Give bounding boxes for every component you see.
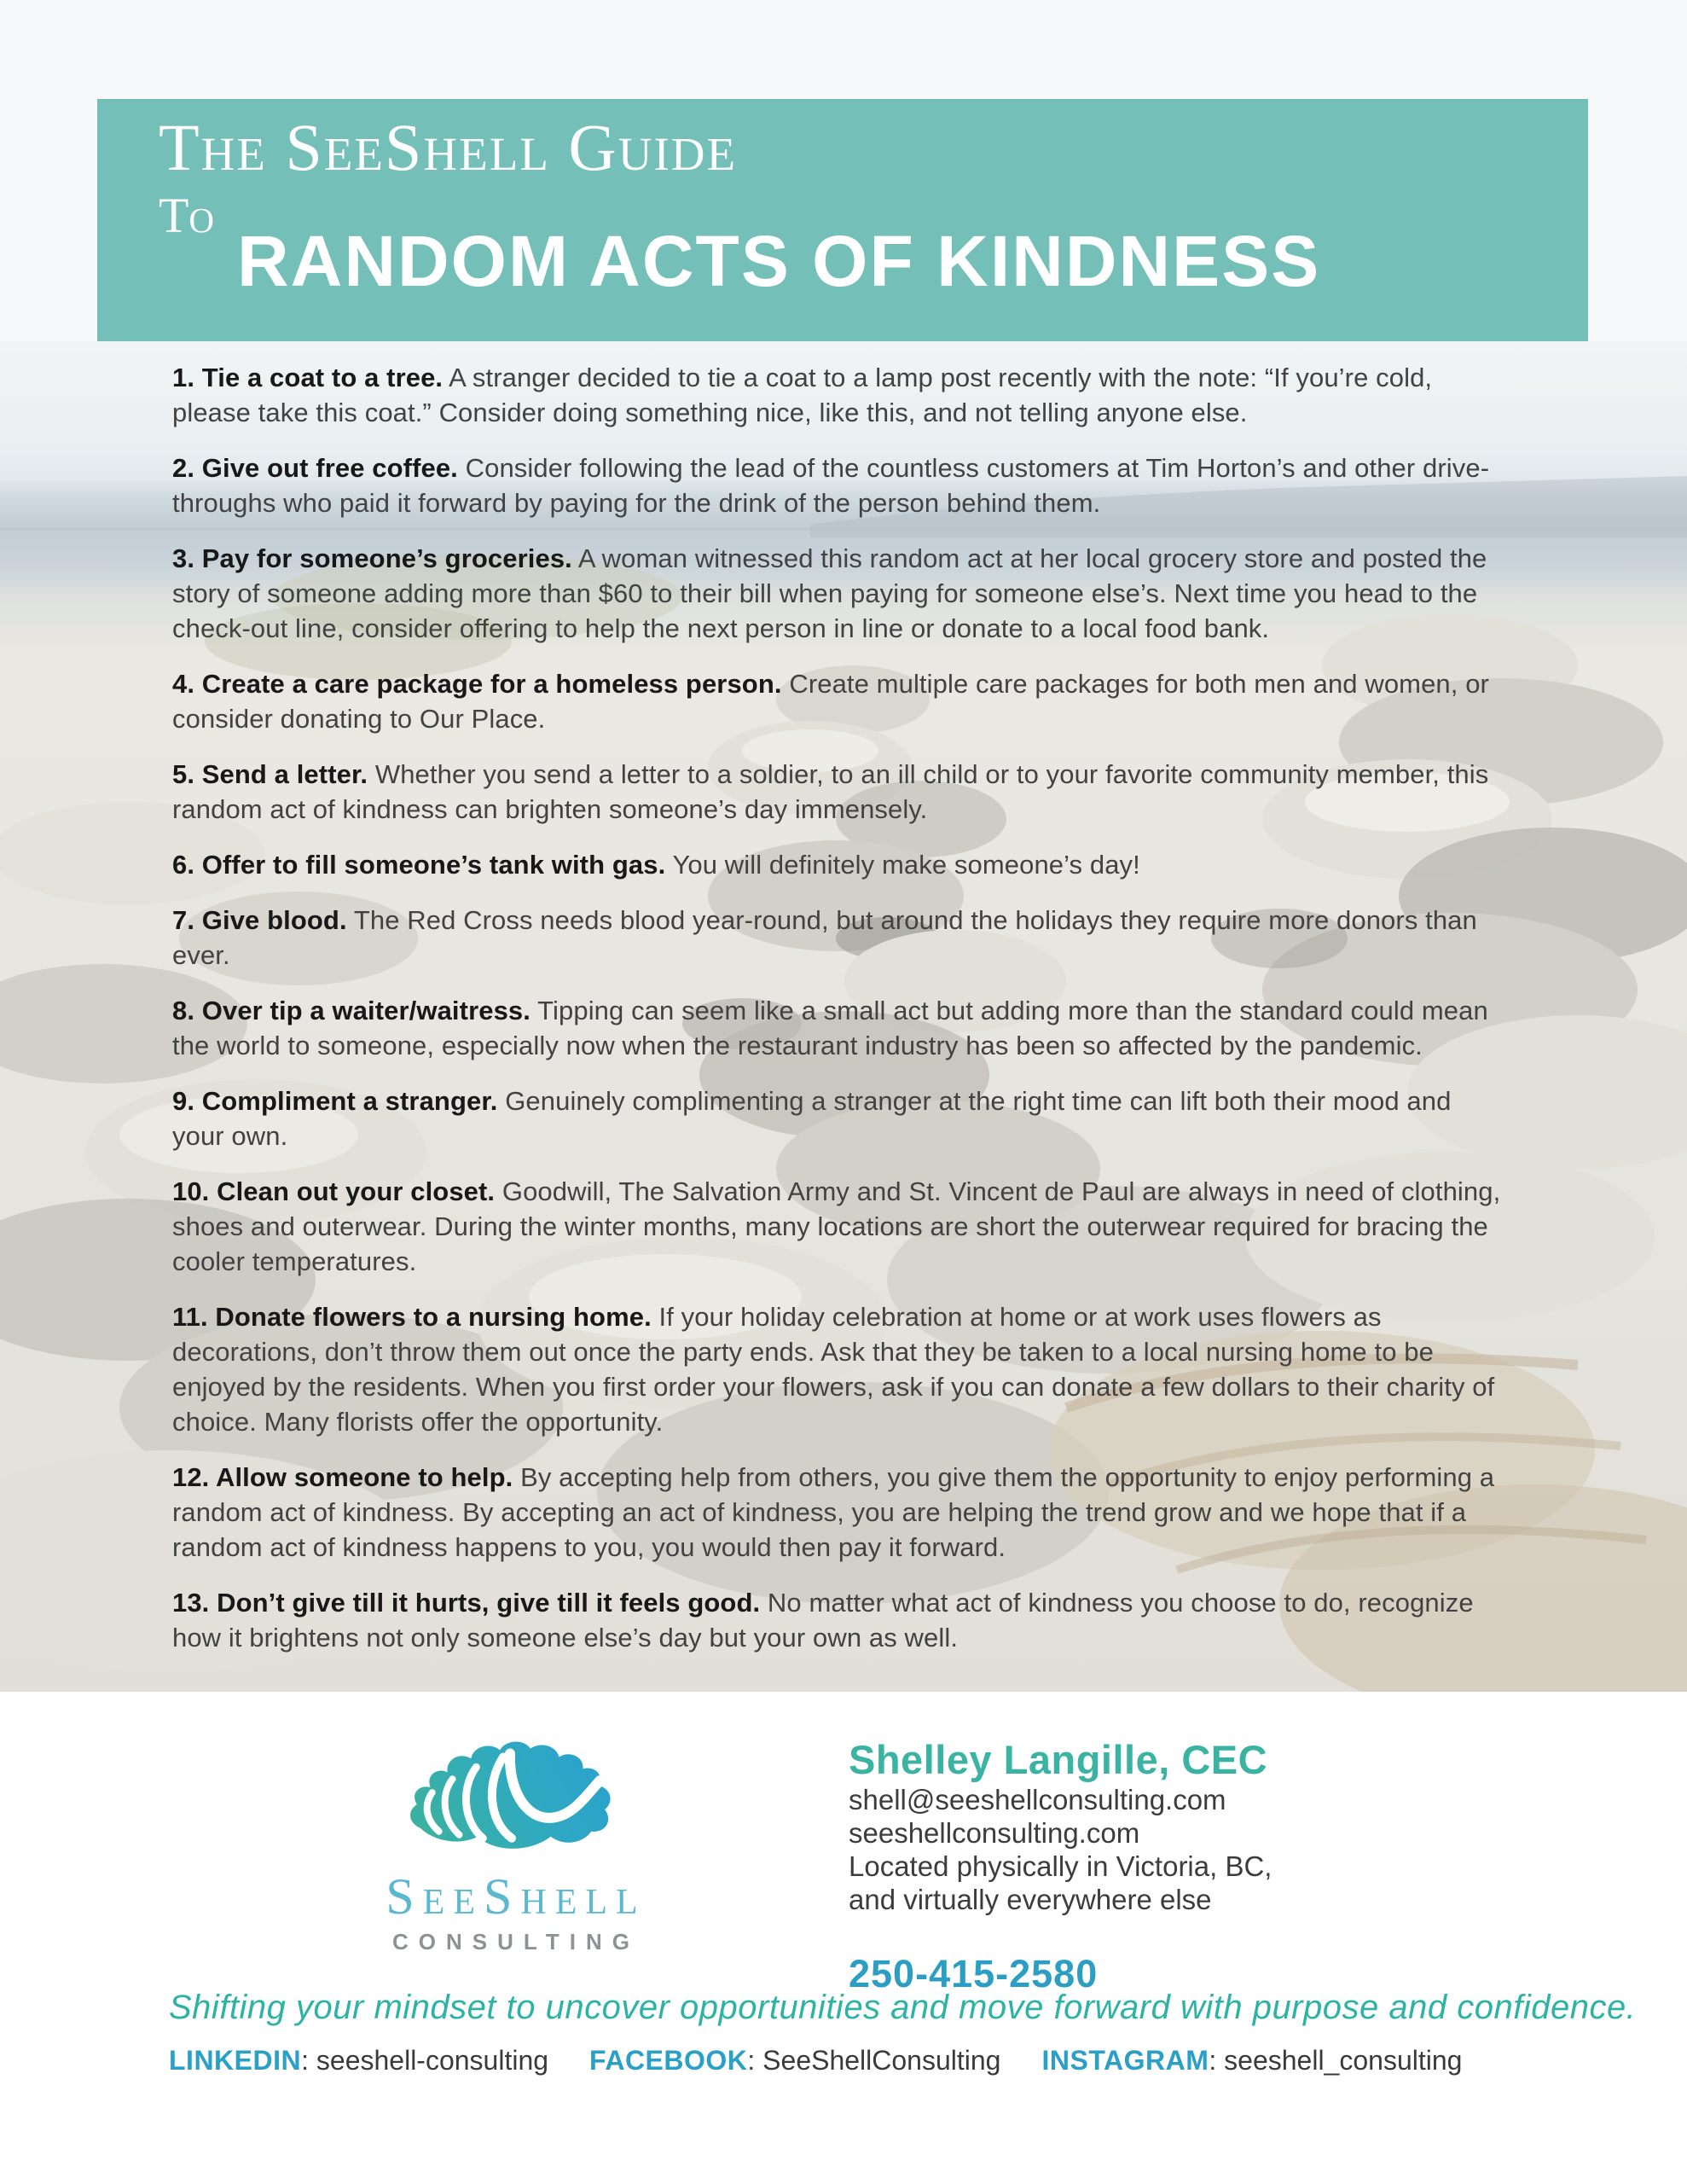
item-text: If your holiday celebration at home or at work uses flowers as decorations, don’t throw them out once the party ends. Ask that they be taken to a local nursing home to be enjoyed by the residents. When you first order your flowers, ask if you can donate a few dollars to their charity of choice. Many florists offer the opportunity. bbox=[172, 1302, 1495, 1437]
kindness-item bbox=[172, 757, 1503, 827]
contact-email[interactable]: shell@seeshellconsulting.com bbox=[849, 1784, 1226, 1815]
contact-phone[interactable]: 250-415-2580 bbox=[849, 1952, 1099, 1995]
item-text: Tipping can seem like a small act but adding more than the standard could mean the world to someone, especially now when the restaurant industry has been so affected by the pandemic. bbox=[172, 996, 1488, 1060]
kindness-item bbox=[172, 1299, 1503, 1439]
item-lead: 5. Send a letter. bbox=[172, 759, 368, 789]
item-lead: 3. Pay for someone’s groceries. bbox=[172, 543, 572, 573]
item-text: Create multiple care packages for both men and women, or consider donating to Our Place. bbox=[172, 669, 1489, 734]
kindness-item bbox=[172, 847, 1503, 882]
social-separator: : bbox=[301, 2045, 309, 2076]
social-item[interactable] bbox=[1041, 2045, 1462, 2077]
item-lead: 11. Donate flowers to a nursing home. bbox=[172, 1302, 652, 1332]
item-lead: 2. Give out free coffee. bbox=[172, 453, 458, 483]
shell-icon bbox=[402, 1741, 630, 1869]
item-lead: 9. Compliment a stranger. bbox=[172, 1086, 498, 1116]
contact-name: Shelley Langille, CEC bbox=[849, 1737, 1268, 1782]
kindness-item bbox=[172, 1585, 1503, 1655]
social-handle: SeeShellConsulting bbox=[762, 2045, 1001, 2076]
social-item[interactable] bbox=[589, 2045, 1000, 2077]
contact-location-line1: Located physically in Victoria, BC, bbox=[849, 1850, 1272, 1882]
tagline: Shifting your mindset to uncover opportunities and move forward with purpose and confidence. bbox=[169, 1989, 1637, 2026]
social-separator: : bbox=[747, 2045, 756, 2076]
social-handle: seeshell-consulting bbox=[316, 2045, 549, 2076]
guide-title-line2: To bbox=[159, 188, 215, 243]
social-label: INSTAGRAM bbox=[1041, 2045, 1209, 2076]
logo bbox=[375, 1741, 657, 1955]
contact-website[interactable]: seeshellconsulting.com bbox=[849, 1817, 1140, 1849]
item-text: Goodwill, The Salvation Army and St. Vincent de Paul are always in need of clothing, shoes and outerwear. During the winter months, many locations are short the outerwear required for bracing the cooler temperatures. bbox=[172, 1176, 1501, 1276]
kindness-list bbox=[172, 360, 1503, 1676]
item-text: The Red Cross needs blood year-round, but around the holidays they require more donors than ever. bbox=[172, 905, 1477, 970]
kindness-item bbox=[172, 1460, 1503, 1565]
kindness-item bbox=[172, 450, 1503, 520]
contact-block bbox=[849, 1736, 1272, 1996]
social-separator: : bbox=[1209, 2045, 1217, 2076]
social-links bbox=[169, 2045, 1462, 2077]
header-banner bbox=[97, 99, 1588, 341]
item-text: Consider following the lead of the countless customers at Tim Horton’s and other drive-throughs who paid it forward by paying for the drink of the person behind them. bbox=[172, 453, 1490, 518]
main-title: RANDOM ACTS OF KINDNESS bbox=[237, 221, 1321, 301]
item-lead: 7. Give blood. bbox=[172, 905, 347, 935]
kindness-item bbox=[172, 666, 1503, 736]
social-item[interactable] bbox=[169, 2045, 548, 2077]
item-text: Genuinely complimenting a stranger at the right time can lift both their mood and your own. bbox=[172, 1086, 1452, 1151]
kindness-item bbox=[172, 541, 1503, 646]
footer bbox=[0, 1692, 1687, 2184]
item-text: A woman witnessed this random act at her local grocery store and posted the story of someone adding more than $60 to their bill when paying for someone else’s. Next time you head to the check-out line, consider offering to help the next person in line or donate to a local food bank. bbox=[172, 543, 1487, 643]
kindness-item bbox=[172, 1083, 1503, 1153]
item-lead: 1. Tie a coat to a tree. bbox=[172, 363, 443, 392]
logo-brand: SeeShell bbox=[386, 1868, 646, 1925]
item-lead: 10. Clean out your closet. bbox=[172, 1176, 496, 1206]
logo-subtitle: CONSULTING bbox=[392, 1929, 640, 1955]
kindness-item bbox=[172, 1174, 1503, 1279]
social-handle: seeshell_consulting bbox=[1224, 2045, 1463, 2076]
social-label: FACEBOOK bbox=[589, 2045, 748, 2076]
social-label: LINKEDIN bbox=[169, 2045, 302, 2076]
kindness-item bbox=[172, 360, 1503, 430]
item-text: By accepting help from others, you give them the opportunity to enjoy performing a random act of kindness. By accepting an act of kindness, you are helping the trend grow and we hope that if a random act of kindness happens to you, you would then pay it forward. bbox=[172, 1462, 1495, 1562]
item-lead: 8. Over tip a waiter/waitress. bbox=[172, 996, 530, 1025]
item-text: No matter what act of kindness you choose to do, recognize how it brightens not only someone else’s day but your own as well. bbox=[172, 1588, 1474, 1653]
kindness-item bbox=[172, 993, 1503, 1063]
item-lead: 12. Allow someone to help. bbox=[172, 1462, 513, 1492]
kindness-item bbox=[172, 903, 1503, 973]
item-lead: 6. Offer to fill someone’s tank with gas. bbox=[172, 850, 666, 880]
item-lead: 13. Don’t give till it hurts, give till it feels good. bbox=[172, 1588, 761, 1618]
contact-location-line2: and virtually everywhere else bbox=[849, 1884, 1212, 1915]
item-text: Whether you send a letter to a soldier, to an ill child or to your favorite community member, this random act of kindness can brighten someone’s day immensely. bbox=[172, 759, 1489, 824]
item-lead: 4. Create a care package for a homeless person. bbox=[172, 669, 782, 699]
item-text: A stranger decided to tie a coat to a lamp post recently with the note: “If you’re cold, please take this coat.” Consider doing something nice, like this, and not telling anyone else. bbox=[172, 363, 1433, 427]
guide-title-line1: The SeeShell Guide bbox=[159, 110, 738, 184]
item-text: You will definitely make someone’s day! bbox=[672, 850, 1140, 880]
